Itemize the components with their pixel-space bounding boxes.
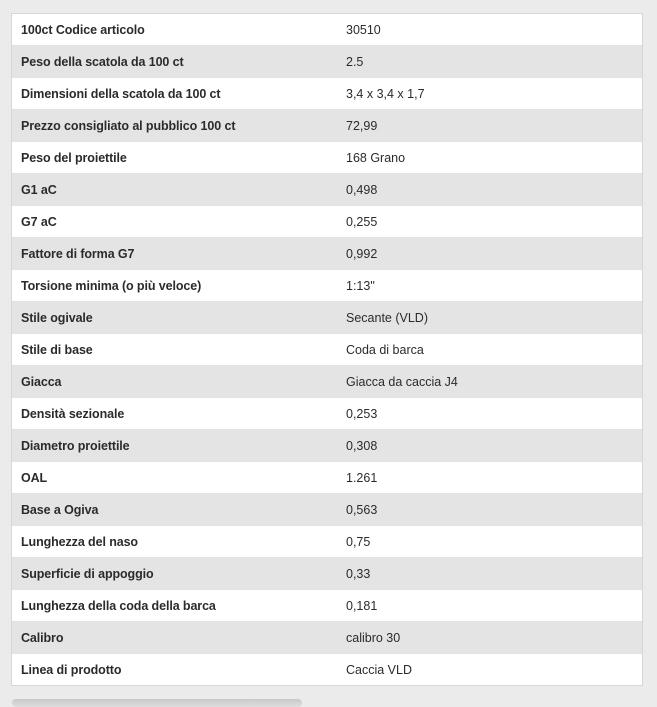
spec-label: OAL	[12, 462, 337, 494]
spec-row-g7-form-factor	[12, 238, 642, 270]
spec-label: G7 aC	[12, 206, 337, 238]
spec-value: 0,992	[337, 238, 642, 270]
spec-row-oal	[12, 462, 642, 494]
spec-row-g7-bc	[12, 206, 642, 238]
spec-label: Superficie di appoggio	[12, 558, 337, 590]
spec-label: Base a Ogiva	[12, 494, 337, 526]
spec-value: Coda di barca	[337, 334, 642, 366]
spec-row-g1-bc	[12, 174, 642, 206]
spec-value: Secante (VLD)	[337, 302, 642, 334]
spec-value: Caccia VLD	[346, 662, 412, 677]
spec-label: Lunghezza della coda della barca	[12, 590, 337, 622]
spec-label: Stile ogivale	[12, 302, 337, 334]
spec-value: 0,308	[337, 430, 642, 462]
spec-label: Dimensioni della scatola da 100 ct	[12, 78, 337, 110]
spec-value: 0,33	[337, 558, 642, 590]
spec-value: calibro 30	[337, 622, 642, 654]
spec-value: 0,563	[337, 494, 642, 526]
horizontal-scrollbar[interactable]	[12, 699, 302, 707]
spec-row-jacket	[12, 366, 642, 398]
spec-value: 3,4 x 3,4 x 1,7	[337, 78, 642, 110]
spec-label: Peso della scatola da 100 ct	[12, 46, 337, 78]
specifications-panel	[11, 13, 643, 686]
spec-value: 0,498	[337, 174, 642, 206]
spec-label: Densità sezionale	[12, 398, 337, 430]
spec-label: Peso del proiettile	[12, 142, 337, 174]
spec-label: Linea di prodotto	[21, 662, 122, 677]
spec-row-bullet-weight	[12, 142, 642, 174]
spec-row-sectional-density	[12, 398, 642, 430]
spec-row-bullet-diameter	[12, 430, 642, 462]
spec-row-box-weight	[12, 46, 642, 78]
spec-value: 30510	[337, 14, 642, 46]
spec-value: 1.261	[337, 462, 642, 494]
spec-value: 1:13"	[337, 270, 642, 302]
spec-row-caliber	[12, 622, 642, 654]
spec-label: G1 aC	[12, 174, 337, 206]
spec-row-min-twist	[12, 270, 642, 302]
spec-label: Diametro proiettile	[12, 430, 337, 462]
spec-label: Torsione minima (o più veloce)	[12, 270, 337, 302]
spec-value: 72,99	[337, 110, 642, 142]
spec-value: 168 Grano	[337, 142, 642, 174]
spec-value: 0,253	[337, 398, 642, 430]
spec-row-box-dimensions	[12, 78, 642, 110]
spec-row-product-line	[12, 654, 642, 686]
spec-label: Stile di base	[12, 334, 337, 366]
spec-value: 0,75	[337, 526, 642, 558]
spec-value: Giacca da caccia J4	[337, 366, 642, 398]
spec-value: 0,181	[337, 590, 642, 622]
spec-label: 100ct Codice articolo	[12, 14, 337, 46]
spec-value: 2.5	[337, 46, 642, 78]
spec-label: Fattore di forma G7	[12, 238, 337, 270]
spec-label: Giacca	[12, 366, 337, 398]
spec-row-item-code	[12, 14, 642, 46]
spec-label: Calibro	[12, 622, 337, 654]
spec-row-bearing-surface	[12, 558, 642, 590]
spec-label: Lunghezza del naso	[12, 526, 337, 558]
spec-row-msrp	[12, 110, 642, 142]
spec-row-nose-length	[12, 526, 642, 558]
spec-label: Prezzo consigliato al pubblico 100 ct	[12, 110, 337, 142]
specifications-table	[12, 14, 642, 685]
spec-row-base-style	[12, 334, 642, 366]
spec-row-base-to-ogive	[12, 494, 642, 526]
spec-value: 0,255	[337, 206, 642, 238]
spec-row-boat-tail-length	[12, 590, 642, 622]
spec-row-ogive-style	[12, 302, 642, 334]
